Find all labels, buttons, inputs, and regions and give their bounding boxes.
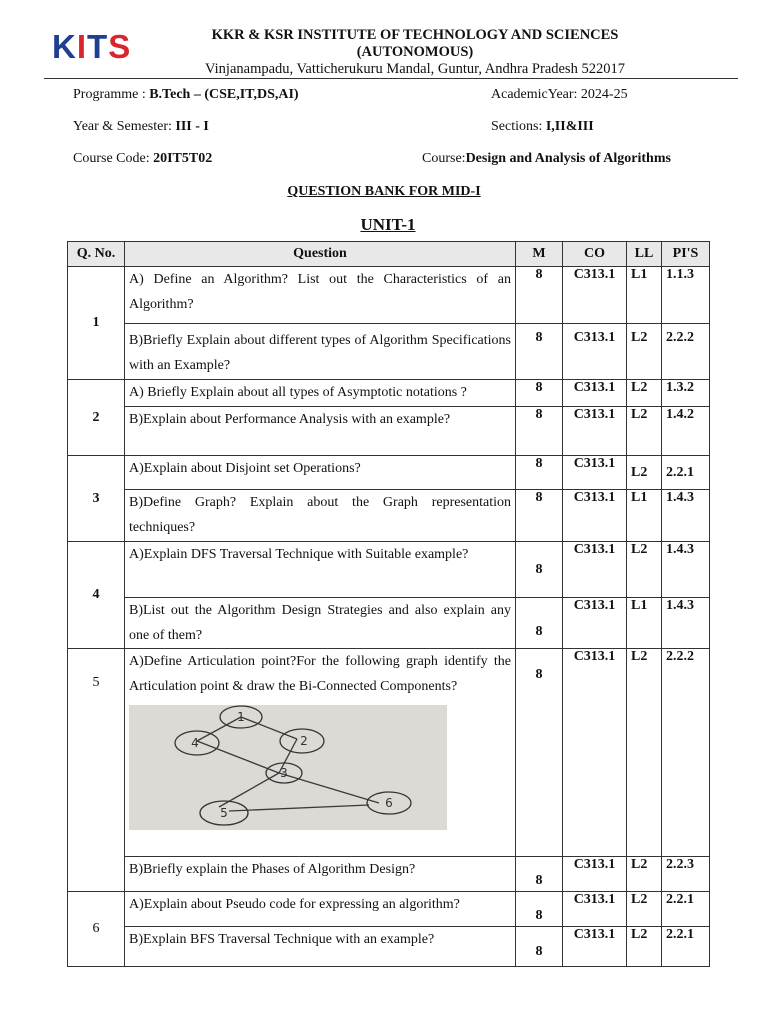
year-semester: Year & Semester: III - I	[73, 119, 209, 134]
co-cell: C313.1	[563, 407, 627, 456]
marks-cell: 8	[516, 542, 563, 598]
graph-diagram	[129, 705, 447, 830]
ll-cell: L2	[627, 407, 662, 456]
ll-cell: L2	[627, 380, 662, 407]
co-cell: C313.1	[563, 598, 627, 649]
pi-cell: 2.2.2	[662, 324, 710, 380]
header-marks: M	[516, 242, 563, 267]
co-cell: C313.1	[563, 649, 627, 857]
table-row	[68, 490, 710, 542]
marks-cell: 8	[516, 598, 563, 649]
question-table	[67, 241, 710, 967]
co-cell: C313.1	[563, 857, 627, 892]
table-row	[68, 407, 710, 456]
co-cell: C313.1	[563, 380, 627, 407]
marks-cell: 8	[516, 267, 563, 324]
ll-cell: L1	[627, 267, 662, 324]
table-row	[68, 324, 710, 380]
ll-cell: L2	[627, 892, 662, 927]
marks-cell: 8	[516, 649, 563, 857]
marks-cell: 8	[516, 490, 563, 542]
graph-node-label: 1	[237, 710, 245, 724]
co-cell: C313.1	[563, 542, 627, 598]
header-question: Question	[125, 242, 516, 267]
question-cell: A)Explain DFS Traversal Technique with Suitable example?	[125, 542, 516, 598]
qno-cell: 1	[68, 267, 125, 380]
co-cell: C313.1	[563, 324, 627, 380]
marks-cell: 8	[516, 857, 563, 892]
ll-cell: L2	[627, 649, 662, 857]
co-cell: C313.1	[563, 927, 627, 967]
graph-node-label: 6	[385, 796, 393, 810]
question-cell	[125, 649, 516, 857]
table-row	[68, 649, 710, 857]
marks-cell: 8	[516, 892, 563, 927]
ll-cell: L1	[627, 490, 662, 542]
academic-year: AcademicYear: 2024-25	[491, 87, 628, 102]
header-co: CO	[563, 242, 627, 267]
co-cell: C313.1	[563, 267, 627, 324]
question-cell: B)Explain about Performance Analysis with an example?	[125, 407, 516, 456]
unit-title: UNIT-1	[360, 215, 416, 234]
course-name: Course:Design and Analysis of Algorithms	[422, 151, 671, 166]
institute-address: Vinjanampadu, Vatticherukuru Mandal, Guntur, Andhra Pradesh 522017	[205, 61, 625, 77]
co-cell: C313.1	[563, 490, 627, 542]
table-row	[68, 542, 710, 598]
graph-node-label: 5	[220, 806, 228, 820]
pi-cell: 1.3.2	[662, 380, 710, 407]
marks-cell: 8	[516, 324, 563, 380]
pi-cell: 2.2.3	[662, 857, 710, 892]
marks-cell: 8	[516, 380, 563, 407]
qno-cell: 4	[68, 542, 125, 649]
ll-cell: L2	[627, 927, 662, 967]
pi-cell: 2.2.1	[662, 892, 710, 927]
table-row	[68, 857, 710, 892]
marks-cell: 8	[516, 407, 563, 456]
ll-cell: L1	[627, 598, 662, 649]
header-ll: LL	[627, 242, 662, 267]
question-cell: A) Define an Algorithm? List out the Characteristics of an Algorithm?	[125, 267, 516, 324]
qno-cell: 5	[68, 649, 125, 892]
pi-cell: 1.4.3	[662, 490, 710, 542]
question-cell: A) Briefly Explain about all types of Asymptotic notations ?	[125, 380, 516, 407]
table-row	[68, 380, 710, 407]
question-cell: B)Explain BFS Traversal Technique with an example?	[125, 927, 516, 967]
co-cell: C313.1	[563, 892, 627, 927]
question-cell: B)List out the Algorithm Design Strategies and also explain any one of them?	[125, 598, 516, 649]
qno-cell: 3	[68, 456, 125, 542]
table-row	[68, 598, 710, 649]
header-qno: Q. No.	[68, 242, 125, 267]
question-cell: B)Briefly explain the Phases of Algorithm Design?	[125, 857, 516, 892]
pi-cell: 1.1.3	[662, 267, 710, 324]
question-bank-title: QUESTION BANK FOR MID-I	[287, 184, 481, 199]
graph-node-label: 4	[191, 736, 199, 750]
graph-node-label: 2	[300, 734, 308, 748]
kits-logo: KITS	[52, 28, 132, 65]
co-cell: C313.1	[563, 456, 627, 490]
qno-cell: 6	[68, 892, 125, 967]
question-text: A)Define Articulation point?For the following graph identify the Articulation point & draw the Bi-Connected Components?	[129, 654, 511, 694]
graph-node-label: 3	[280, 766, 288, 780]
question-cell: B)Define Graph? Explain about the Graph representation techniques?	[125, 490, 516, 542]
table-row	[68, 892, 710, 927]
table-row	[68, 456, 710, 490]
qno-cell: 2	[68, 380, 125, 456]
header-divider	[44, 78, 738, 79]
graph-image	[129, 705, 447, 830]
header-pis: PI'S	[662, 242, 710, 267]
marks-cell: 8	[516, 456, 563, 490]
pi-cell: 2.2.2	[662, 649, 710, 857]
sections: Sections: I,II&III	[491, 119, 594, 134]
ll-cell: L2	[627, 542, 662, 598]
marks-cell: 8	[516, 927, 563, 967]
institute-name: KKR & KSR INSTITUTE OF TECHNOLOGY AND SCIENCES	[211, 27, 619, 43]
institute-autonomous: (AUTONOMOUS)	[356, 44, 474, 60]
graph-nodes	[175, 706, 411, 825]
table-header-row	[68, 242, 710, 267]
ll-cell: L2	[627, 857, 662, 892]
pi-cell: 2.2.1	[662, 927, 710, 967]
question-cell: A)Explain about Pseudo code for expressing an algorithm?	[125, 892, 516, 927]
programme: Programme : B.Tech – (CSE,IT,DS,AI)	[73, 87, 299, 102]
table-row	[68, 267, 710, 324]
ll-cell: L2	[627, 324, 662, 380]
question-cell: A)Explain about Disjoint set Operations?	[125, 456, 516, 490]
pi-cell: 2.2.1	[662, 456, 710, 490]
table-row	[68, 927, 710, 967]
pi-cell: 1.4.2	[662, 407, 710, 456]
ll-cell: L2	[627, 456, 662, 490]
course-code: Course Code: 20IT5T02	[73, 151, 213, 166]
pi-cell: 1.4.3	[662, 542, 710, 598]
pi-cell: 1.4.3	[662, 598, 710, 649]
question-cell: B)Briefly Explain about different types of Algorithm Specifications with an Example?	[125, 324, 516, 380]
